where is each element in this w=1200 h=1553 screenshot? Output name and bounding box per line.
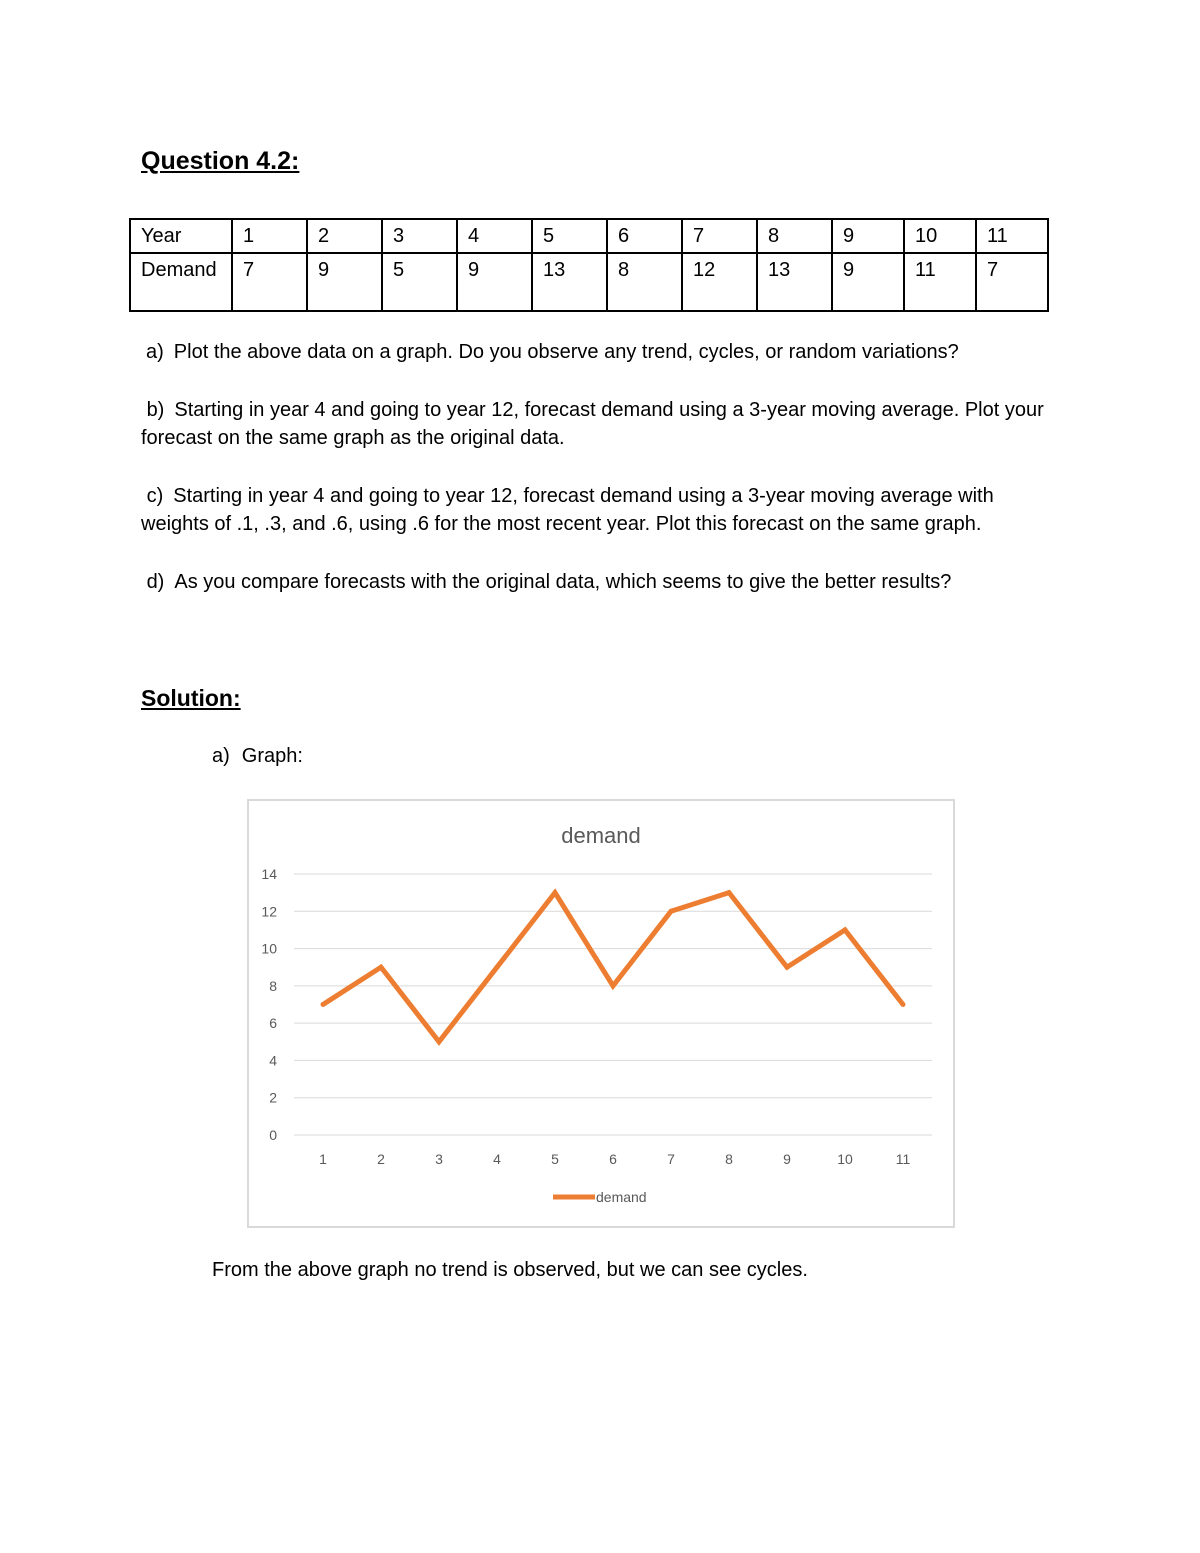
x-tick-label: 3 bbox=[435, 1151, 443, 1167]
year-cell: 11 bbox=[976, 219, 1048, 253]
y-tick-label: 0 bbox=[269, 1127, 277, 1143]
table-row-year bbox=[130, 219, 1048, 253]
data-point bbox=[843, 927, 848, 932]
year-cell: 2 bbox=[307, 219, 382, 253]
part-text: Starting in year 4 and going to year 12, forecast demand using a 3-year moving average with weights of .1, .3, and .6, using .6 for the most recent year. Plot this forecast on the same graph. bbox=[141, 485, 994, 535]
demand-cell: 12 bbox=[682, 253, 757, 311]
y-tick-label: 10 bbox=[261, 940, 277, 957]
demand-line-chart bbox=[249, 801, 953, 1226]
chart-container bbox=[247, 799, 955, 1228]
question-part-a bbox=[146, 338, 1066, 366]
data-point bbox=[379, 965, 384, 970]
demand-cell: 8 bbox=[607, 253, 682, 311]
y-tick-label: 14 bbox=[261, 866, 277, 882]
data-point bbox=[495, 965, 500, 970]
part-text: Plot the above data on a graph. Do you observe any trend, cycles, or random variations? bbox=[173, 341, 959, 363]
data-point bbox=[901, 1002, 906, 1007]
demand-cell: 9 bbox=[307, 253, 382, 311]
part-label: c) bbox=[146, 485, 164, 507]
question-title: Question 4.2: bbox=[141, 147, 300, 175]
part-text: Starting in year 4 and going to year 12, forecast demand using a 3-year moving average. Plot your forecast on the same graph as the original data. bbox=[141, 399, 1044, 449]
part-label: d) bbox=[146, 571, 165, 593]
x-tick-label: 2 bbox=[377, 1151, 385, 1167]
part-text: Graph: bbox=[241, 745, 303, 767]
x-tick-label: 9 bbox=[783, 1151, 791, 1167]
demand-cell: 7 bbox=[232, 253, 307, 311]
demand-cell: 11 bbox=[904, 253, 976, 311]
demand-cell: 13 bbox=[757, 253, 832, 311]
data-point bbox=[437, 1039, 442, 1044]
data-point bbox=[727, 890, 732, 895]
demand-table bbox=[129, 218, 1049, 312]
year-cell: 9 bbox=[832, 219, 904, 253]
y-tick-label: 4 bbox=[269, 1052, 277, 1069]
year-cell: 3 bbox=[382, 219, 457, 253]
year-cell: 5 bbox=[532, 219, 607, 253]
data-point bbox=[669, 909, 674, 914]
question-part-c bbox=[141, 482, 1061, 538]
x-tick-label: 7 bbox=[667, 1151, 675, 1167]
x-tick-label: 8 bbox=[725, 1151, 733, 1167]
year-cell: 6 bbox=[607, 219, 682, 253]
demand-cell: 7 bbox=[976, 253, 1048, 311]
question-part-b bbox=[141, 396, 1061, 452]
x-tick-label: 4 bbox=[493, 1151, 501, 1167]
data-point bbox=[611, 983, 616, 988]
year-cell: 10 bbox=[904, 219, 976, 253]
y-tick-label: 8 bbox=[269, 977, 277, 994]
legend-label: demand bbox=[596, 1189, 647, 1205]
solution-part-a bbox=[212, 745, 303, 768]
part-label: b) bbox=[146, 399, 165, 421]
demand-cell: 5 bbox=[382, 253, 457, 311]
y-tick-label: 12 bbox=[261, 903, 277, 920]
solution-title: Solution: bbox=[141, 685, 241, 711]
year-header-cell: Year bbox=[130, 219, 232, 253]
year-cell: 1 bbox=[232, 219, 307, 253]
y-tick-label: 2 bbox=[269, 1089, 277, 1106]
data-point bbox=[553, 890, 558, 895]
demand-header-cell: Demand bbox=[130, 253, 232, 311]
demand-cell: 13 bbox=[532, 253, 607, 311]
series-line-demand bbox=[323, 893, 903, 1042]
x-tick-label: 11 bbox=[895, 1151, 911, 1167]
data-point bbox=[321, 1002, 326, 1007]
conclusion-text: From the above graph no trend is observed, but we can see cycles. bbox=[212, 1259, 808, 1281]
table-row-demand bbox=[130, 253, 1048, 311]
data-point bbox=[785, 965, 790, 970]
year-cell: 4 bbox=[457, 219, 532, 253]
x-tick-label: 10 bbox=[837, 1151, 853, 1167]
year-cell: 8 bbox=[757, 219, 832, 253]
part-label: a) bbox=[146, 341, 164, 363]
x-tick-label: 5 bbox=[551, 1151, 559, 1167]
part-text: As you compare forecasts with the original data, which seems to give the better results? bbox=[174, 571, 952, 593]
year-cell: 7 bbox=[682, 219, 757, 253]
y-tick-label: 6 bbox=[269, 1015, 277, 1032]
question-part-d bbox=[141, 568, 1061, 596]
x-tick-label: 6 bbox=[609, 1151, 617, 1167]
part-label: a) bbox=[212, 745, 230, 767]
demand-cell: 9 bbox=[832, 253, 904, 311]
demand-cell: 9 bbox=[457, 253, 532, 311]
x-tick-label: 1 bbox=[319, 1151, 327, 1167]
chart-title: demand bbox=[561, 823, 641, 848]
